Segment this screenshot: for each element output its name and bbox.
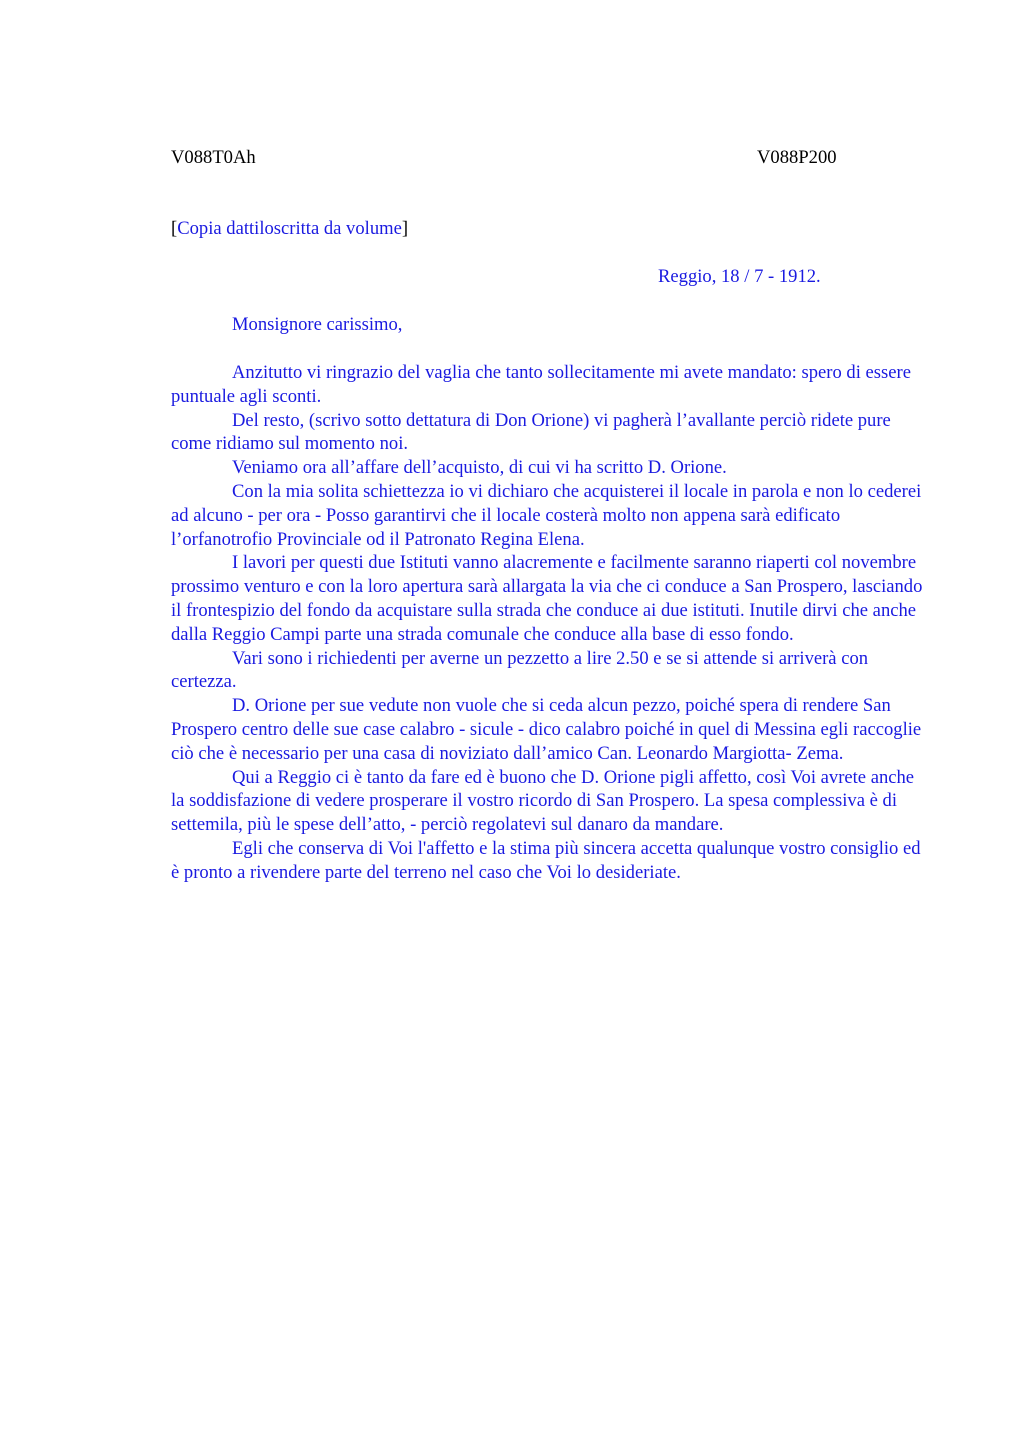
paragraph: Vari sono i richiedenti per averne un pezzetto a lire 2.50 e se si attende si arriverà con certezza. (171, 647, 869, 693)
paragraph: Anzitutto vi ringrazio del vaglia che tanto sollecitamente mi avete mandato: spero di essere puntuale agli sconti. (171, 362, 911, 407)
letter-date: Reggio, 18 / 7 - 1912. (658, 266, 821, 287)
paragraph: Veniamo ora all’affare dell’acquisto, di cui vi ha scritto D. Orione. (232, 457, 727, 479)
letter-salutation: Monsignore carissimo, (232, 314, 403, 335)
note-open-bracket: [ (171, 218, 178, 239)
paragraph: Del resto, (scrivo sotto dettatura di Don Orione) vi pagherà l’avallante perciò ridete pure come ridiamo sul momento noi. (171, 409, 891, 455)
paragraph: D. Orione per sue vedute non vuole che si ceda alcun pezzo, poiché spera di rendere San Prospero centro delle sue case calabro - sicule - dico calabro poiché in quel di Messina egli raccoglie ciò che è necessario per una casa di noviziato dall’amico Can. Leonardo Margiotta- Zema. (171, 695, 922, 764)
paragraph: Egli che conserva di Voi l'affetto e la stima più sincera accetta qualunque vostro consiglio ed è pronto a rivendere parte del terreno nel caso che Voi lo desideriate. (171, 837, 921, 883)
document-code-left: V088T0Ah (171, 147, 256, 168)
paragraph: Con la mia solita schiettezza io vi dichiaro che acquisterei il locale in parola e non lo cederei ad alcuno - per ora - Posso garantirvi che il locale costerà molto non appena sarà edificato l’orfanotrofio Provinciale od il Patronato Regina Elena. (171, 480, 922, 550)
transcription-note (171, 217, 408, 241)
document-code-right: V088P200 (757, 147, 837, 168)
letter-body (171, 361, 931, 885)
paragraph: Qui a Reggio ci è tanto da fare ed è buono che D. Orione pigli affetto, così Voi avrete anche la soddisfazione di vedere prosperare il vostro ricordo di San Prospero. La spesa complessiva è di settemila, più le spese dell’atto, - perciò regolatevi sul danaro da mandare. (171, 766, 915, 836)
paragraph: I lavori per questi due Istituti vanno alacremente e facilmente saranno riaperti col novembre prossimo venturo e con la loro apertura sarà allargata la via che ci conduce a San Prospero, lasciando il frontespizio del fondo da acquistare sulla strada che conduce ai due istituti. Inutile dirvi che anche dalla Reggio Campi parte una strada comunale che conduce alla base di esso fondo. (171, 552, 923, 645)
note-text: Copia dattiloscritta da volume (177, 218, 402, 239)
note-close-bracket: ] (401, 218, 409, 239)
